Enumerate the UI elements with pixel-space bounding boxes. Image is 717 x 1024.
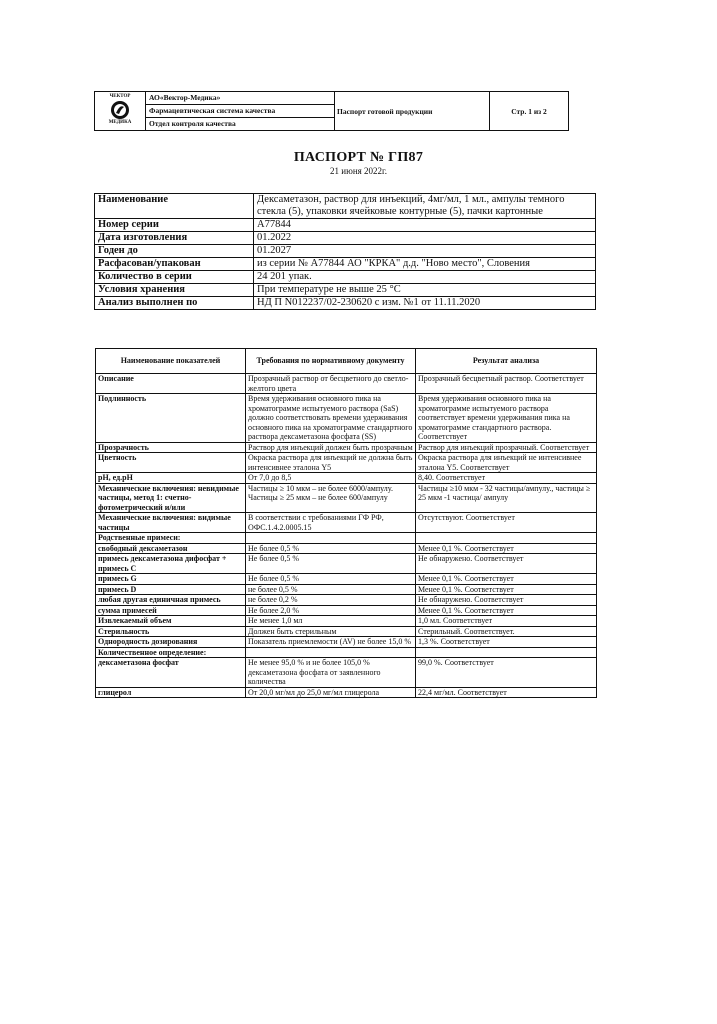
info-label: Количество в серии xyxy=(95,271,254,284)
info-label: Анализ выполнен по xyxy=(95,297,254,310)
info-row xyxy=(95,271,596,284)
result-cell: 8,40. Соответствует xyxy=(416,473,597,484)
table-row xyxy=(96,605,597,616)
info-value: При температуре не выше 25 °С xyxy=(254,284,596,297)
info-value: 01.2022 xyxy=(254,232,596,245)
requirement-cell: В соответствии с требованиями ГФ РФ, ОФС.1.4.2.0005.15 xyxy=(246,513,416,533)
indicator-cell: Механические включения: невидимые частицы, метод 1: счетно-фотометрический и/или xyxy=(96,483,246,513)
info-value: Дексаметазон, раствор для инъекций, 4мг/мл, 1 мл., ампулы темного стекла (5), упаковки ячейковые контурные (5), пачки картонные xyxy=(254,194,596,219)
document-date: 21 июня 2022г. xyxy=(330,166,387,176)
table-row xyxy=(96,687,597,698)
table-row xyxy=(96,574,597,585)
document-title: ПАСПОРТ № ГП87 xyxy=(293,150,424,165)
table-row xyxy=(96,473,597,484)
indicator-cell: примесь G xyxy=(96,574,246,585)
table-row xyxy=(96,513,597,533)
result-cell: Менее 0,1 %. Соответствует xyxy=(416,605,597,616)
company-logo-cell xyxy=(95,92,146,131)
result-cell: 22,4 мг/мл. Соответствует xyxy=(416,687,597,698)
doc-type: Паспорт готовой продукции xyxy=(335,92,490,131)
table-row xyxy=(96,647,597,658)
indicator-cell: Однородность дозирования xyxy=(96,637,246,648)
table-row xyxy=(96,616,597,627)
indicator-cell: Описание xyxy=(96,374,246,394)
result-cell: Отсутствуют. Соответствует xyxy=(416,513,597,533)
requirement-cell: Не более 0,5 % xyxy=(246,554,416,574)
product-info-table xyxy=(94,193,596,310)
logo-text-top: ЧЕКТОР xyxy=(109,94,131,99)
result-cell: Время удерживания основного пика на хроматограмме испытуемого раствора соответствует времени удерживания пика на хроматограмме стандартного раствора. Соответствует xyxy=(416,394,597,443)
result-cell: Прозрачный бесцветный раствор. Соответствует xyxy=(416,374,597,394)
requirement-cell: Прозрачный раствор от бесцветного до светло-желтого цвета xyxy=(246,374,416,394)
requirement-cell: Не более 2,0 % xyxy=(246,605,416,616)
info-row xyxy=(95,219,596,232)
info-value: НД П N012237/02-230620 с изм. №1 от 11.11.2020 xyxy=(254,297,596,310)
info-value: А77844 xyxy=(254,219,596,232)
requirement-cell: От 7,0 до 8,5 xyxy=(246,473,416,484)
info-value: 24 201 упак. xyxy=(254,271,596,284)
requirement-cell: Не менее 95,0 % и не более 105,0 % дексаметазона фосфата от заявленного количества xyxy=(246,658,416,688)
result-cell: Частицы ≥10 мкм - 32 частицы/ампулу., частицы ≥ 25 мкм -1 частица/ ампулу xyxy=(416,483,597,513)
result-cell: Менее 0,1 %. Соответствует xyxy=(416,543,597,554)
result-cell: Не обнаружено. Соответствует xyxy=(416,554,597,574)
header-result: Результат анализа xyxy=(416,349,597,374)
requirement-cell: Раствор для инъекций должен быть прозрачным xyxy=(246,442,416,453)
requirement-cell xyxy=(246,533,416,544)
info-label: Номер серии xyxy=(95,219,254,232)
table-row xyxy=(96,442,597,453)
table-row xyxy=(96,394,597,443)
result-cell: Стерильный. Соответствует. xyxy=(416,626,597,637)
indicator-cell: Механические включения: видимые частицы xyxy=(96,513,246,533)
result-cell: Раствор для инъекций прозрачный. Соответствует xyxy=(416,442,597,453)
organization-cell xyxy=(146,92,335,131)
result-cell: Не обнаружено. Соответствует xyxy=(416,595,597,606)
requirement-cell: не более 0,5 % xyxy=(246,584,416,595)
org-line: Отдел контроля качества xyxy=(149,119,236,128)
info-row xyxy=(95,284,596,297)
requirement-cell: Должен быть стерильным xyxy=(246,626,416,637)
indicator-cell: глицерол xyxy=(96,687,246,698)
indicator-cell: pH, ед.pH xyxy=(96,473,246,484)
requirement-cell: не более 0,2 % xyxy=(246,595,416,606)
org-line: АО«Вектор-Медика» xyxy=(146,92,334,105)
table-row xyxy=(96,584,597,595)
logo-text-bottom: МЕДИКА xyxy=(108,120,132,125)
requirement-cell: Частицы ≥ 10 мкм – не более 6000/ампулу. Частицы ≥ 25 мкм – не более 600/ампулу xyxy=(246,483,416,513)
result-cell xyxy=(416,533,597,544)
indicator-cell: примесь D xyxy=(96,584,246,595)
company-logo xyxy=(99,94,141,128)
info-row xyxy=(95,258,596,271)
indicator-cell: Родственные примеси: xyxy=(96,533,246,544)
result-cell: Окраска раствора для инъекций не интенсивнее эталона Y5. Соответствует xyxy=(416,453,597,473)
indicator-cell: Стерильность xyxy=(96,626,246,637)
table-row xyxy=(96,658,597,688)
info-label: Расфасован/упакован xyxy=(95,258,254,271)
table-row xyxy=(96,595,597,606)
requirement-cell: От 20,0 мг/мл до 25,0 мг/мл глицерола xyxy=(246,687,416,698)
result-cell: 99,0 %. Соответствует xyxy=(416,658,597,688)
info-label: Наименование xyxy=(95,194,254,219)
indicator-cell: Извлекаемый объем xyxy=(96,616,246,627)
table-row xyxy=(96,533,597,544)
result-cell: 1,0 мл. Соответствует xyxy=(416,616,597,627)
info-label: Дата изготовления xyxy=(95,232,254,245)
table-row xyxy=(96,374,597,394)
page-number: Стр. 1 из 2 xyxy=(490,92,569,131)
info-label: Годен до xyxy=(95,245,254,258)
indicator-cell: Прозрачность xyxy=(96,442,246,453)
analysis-results-table xyxy=(95,348,597,698)
indicator-cell: Подлинность xyxy=(96,394,246,443)
info-row xyxy=(95,245,596,258)
requirement-cell: Время удерживания основного пика на хроматограмме испытуемого раствора (SaS) должно соответствовать времени удерживания основного пика на хроматограмме стандартного раствора дексаметазона фосфата (SS) xyxy=(246,394,416,443)
info-row xyxy=(95,194,596,219)
info-value: 01.2027 xyxy=(254,245,596,258)
info-label: Условия хранения xyxy=(95,284,254,297)
info-row xyxy=(95,232,596,245)
indicator-cell: примесь дексаметазона дифосфат + примесь С xyxy=(96,554,246,574)
result-cell: Менее 0,1 %. Соответствует xyxy=(416,574,597,585)
requirement-cell: Не более 0,5 % xyxy=(246,543,416,554)
indicator-cell: Количественное определение: xyxy=(96,647,246,658)
indicator-cell: Цветность xyxy=(96,453,246,473)
requirement-cell xyxy=(246,647,416,658)
table-row xyxy=(96,543,597,554)
result-cell xyxy=(416,647,597,658)
result-cell: 1,3 %. Соответствует xyxy=(416,637,597,648)
header-indicator: Наименование показателей xyxy=(96,349,246,374)
header-requirements: Требования по нормативному документу xyxy=(246,349,416,374)
table-row xyxy=(96,637,597,648)
info-row xyxy=(95,297,596,310)
info-value: из серии № А77844 АО "КРКА" д.д. "Ново место", Словения xyxy=(254,258,596,271)
indicator-cell: свободный дексаметазон xyxy=(96,543,246,554)
indicator-cell: сумма примесей xyxy=(96,605,246,616)
table-row xyxy=(96,554,597,574)
document-header xyxy=(94,91,569,131)
requirement-cell: Не более 0,5 % xyxy=(246,574,416,585)
org-line: Фармацевтическая система качества xyxy=(146,105,334,118)
indicator-cell: дексаметазона фосфат xyxy=(96,658,246,688)
table-header-row xyxy=(96,349,597,374)
requirement-cell: Не менее 1,0 мл xyxy=(246,616,416,627)
indicator-cell: любая другая единичная примесь xyxy=(96,595,246,606)
table-row xyxy=(96,453,597,473)
table-row xyxy=(96,483,597,513)
requirement-cell: Окраска раствора для инъекций не должна быть интенсивнее эталона Y5 xyxy=(246,453,416,473)
requirement-cell: Показатель приемлемости (AV) не более 15,0 % xyxy=(246,637,416,648)
logo-emblem-icon xyxy=(107,100,133,120)
table-row xyxy=(96,626,597,637)
result-cell: Менее 0,1 %. Соответствует xyxy=(416,584,597,595)
